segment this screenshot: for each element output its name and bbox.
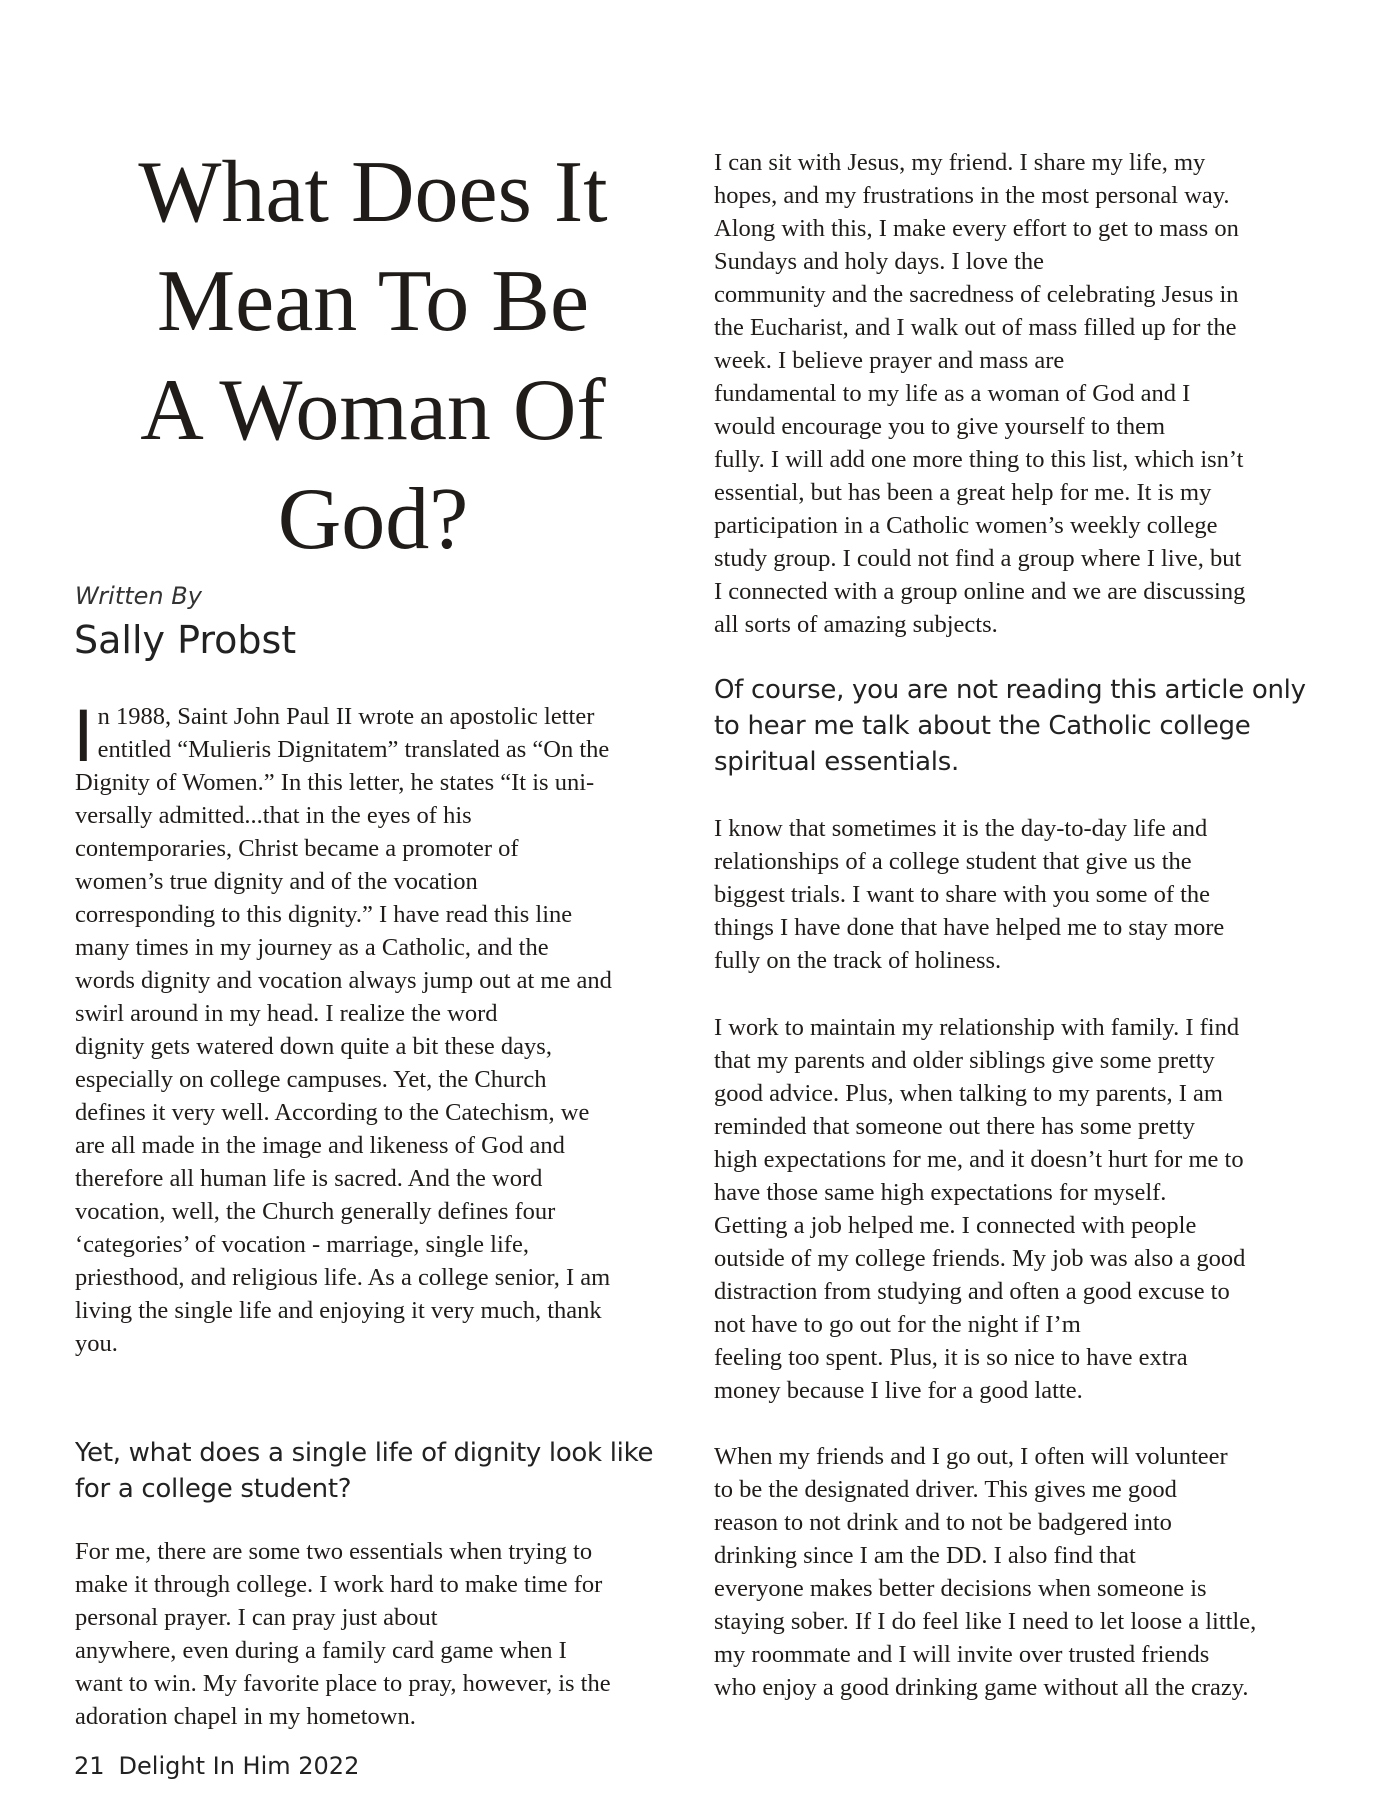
paragraph-text: When my friends and I go out, I often will volunteer to be the designated driver. This gives me good reason to not drink and to not be badgered into drinking since I am the DD. I also find that everyone makes better decisions when someone is staying sober. If I do feel like I need to let loose a little, my roommate and I will invite over trusted friends who enjoy a good drinking game without all the crazy. [714,1443,1257,1701]
byline-label: Written By [75,582,202,610]
title-line: God? [277,471,469,568]
title-line: A Woman Of [140,362,606,459]
body-paragraph [714,1440,1334,1704]
paragraph-text: I know that sometimes it is the day-to-day life and relationships of a college student that give us the biggest trials. I want to share with you some of the things I have done that have helped me to stay more fully on the track of holiness. [714,815,1225,974]
paragraph-text: I can sit with Jesus, my friend. I share my life, my hopes, and my frustrations in the most personal way. Along with this, I make every effort to get to mass on Sundays and holy days. I love the community and the sacredness of celebrating Jesus in the Eucharist, and I walk out of mass filled up for the week. I believe prayer and mass are fundamental to my life as a woman of God and I would encourage you to give yourself to them fully. I will add one more thing to this list, which isn’t essential, but has been a great help for me. It is my participation in a Catholic women’s weekly college study group. I could not find a group where I live, but I connected with a group online and we are discussing all sorts of amazing subjects. [714,149,1246,638]
paragraph-text: For me, there are some two essentials when trying to make it through college. I work hard to make time for personal prayer. I can pray just about anywhere, even during a family card game when I want to win. My favorite place to pray, however, is the adoration chapel in my hometown. [75,1538,611,1730]
title-line: Mean To Be [156,253,590,350]
paragraph-text: I work to maintain my relationship with family. I find that my parents and older siblings give some pretty good advice. Plus, when talking to my parents, I am reminded that someone out there has some pretty high expectations for me, and it doesn’t hurt for me to have those same high expectations for myself. Getting a job helped me. I connected with people outside of my college friends. My job was also a good distraction from studying and often a good excuse to not have to go out for the night if I’m feeling too spent. Plus, it is so nice to have extra money because I live for a good latte. [714,1014,1246,1404]
body-paragraph [714,1011,1334,1407]
section-subheading [75,1435,675,1507]
article-title [78,138,668,574]
author-name: Sally Probst [74,618,297,662]
body-paragraph [714,146,1334,641]
subheading-text: Of course, you are not reading this article only to hear me talk about the Catholic college spiritual essentials. [714,675,1306,777]
body-paragraph [75,1535,685,1733]
page-footer [74,1752,359,1780]
publication-name: Delight In Him 2022 [118,1752,360,1780]
section-subheading [714,672,1314,780]
subheading-text: Yet, what does a single life of dignity look like for a college student? [75,1438,654,1504]
page-number: 21 [74,1752,105,1780]
intro-paragraph [73,696,685,1360]
body-paragraph [714,812,1334,977]
drop-cap: I [73,696,94,778]
intro-text: n 1988, Saint John Paul II wrote an apostolic letter entitled “Mulieris Dignitatem” translated as “On the Dignity of Women.” In this letter, he states “It is uni- versally admitted...that in the eyes of his contemporaries, Christ became a promoter of women’s true dignity and of the vocation corresponding to this dignity.” I have read this line many times in my journey as a Catholic, and the words dignity and vocation always jump out at me and swirl around in my head. I realize the word dignity gets watered down quite a bit these days, especially on college campuses. Yet, the Church defines it very well. According to the Catechism, we are all made in the image and likeness of God and therefore all human life is sacred. And the word vocation, well, the Church generally defines four ‘categories’ of vocation - marriage, single life, priesthood, and religious life. As a college senior, I am living the single life and enjoying it very much, thank you. [75,703,612,1357]
title-line: What Does It [138,144,608,241]
